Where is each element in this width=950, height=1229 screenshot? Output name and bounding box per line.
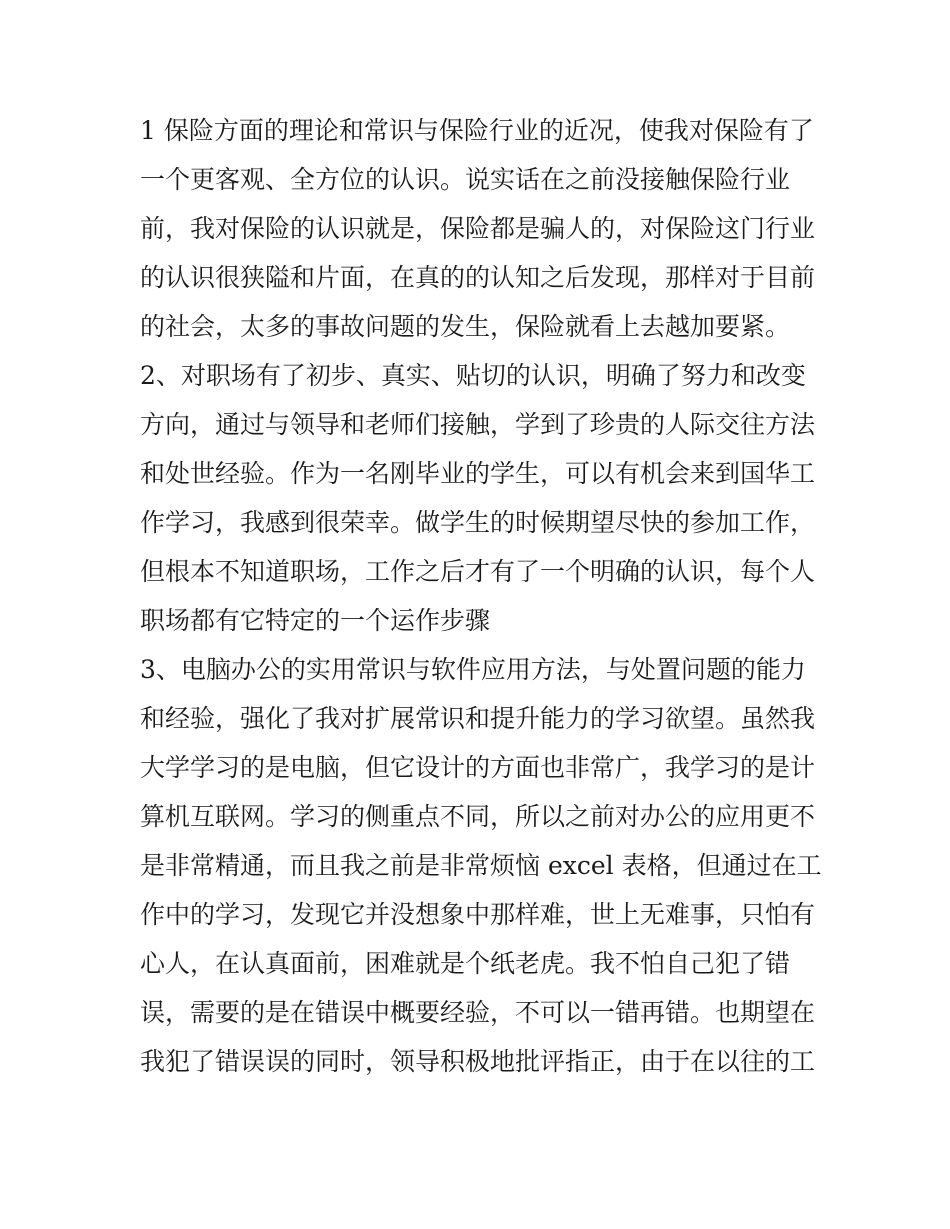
text-line: 3、电脑办公的实用常识与软件应用方法，与处置问题的能力	[140, 655, 806, 684]
text-line: 心人，在认真面前，困难就是个纸老虎。我不怕自己犯了错	[140, 949, 791, 978]
text-line: 误，需要的是在错误中概要经验，不可以一错再错。也期望在	[140, 998, 816, 1027]
text-line: 2、对职场有了初步、真实、贴切的认识，明确了努力和改变	[140, 361, 806, 390]
text-line: 的认识很狭隘和片面，在真的的认知之后发现，那样对于目前	[140, 263, 816, 292]
text-line: 和处世经验。作为一名刚毕业的学生，可以有机会来到国华工	[140, 459, 816, 488]
document-body	[140, 106, 820, 1086]
text-line: 方向，通过与领导和老师们接触，学到了珍贵的人际交往方法	[140, 410, 816, 439]
text-line: 职场都有它特定的一个运作步骤	[140, 606, 491, 635]
text-line: 和经验，强化了我对扩展常识和提升能力的学习欲望。虽然我	[140, 704, 816, 733]
text-line: 但根本不知道职场，工作之后才有了一个明确的认识，每个人	[140, 557, 816, 586]
paragraph-2	[140, 351, 820, 645]
text-line: 的社会，太多的事故问题的发生，保险就看上去越加要紧。	[140, 312, 791, 341]
text-line: 前，我对保险的认识就是，保险都是骗人的，对保险这门行业	[140, 214, 816, 243]
text-line: 算机互联网。学习的侧重点不同，所以之前对办公的应用更不	[140, 802, 816, 831]
text-line: 我犯了错误误的同时，领导积极地批评指正，由于在以往的工	[140, 1047, 816, 1076]
paragraph-1	[140, 106, 820, 351]
text-line: 大学学习的是电脑，但它设计的方面也非常广，我学习的是计	[140, 753, 816, 782]
paragraph-3	[140, 645, 820, 1086]
text-line: 作学习，我感到很荣幸。做学生的时候期望尽快的参加工作，	[140, 508, 816, 537]
text-line: 是非常精通，而且我之前是非常烦恼 excel 表格，但通过在工	[140, 851, 822, 880]
text-line: 作中的学习，发现它并没想象中那样难，世上无难事，只怕有	[140, 900, 816, 929]
text-line: 一个更客观、全方位的认识。说实话在之前没接触保险行业	[140, 165, 791, 194]
text-line: 1 保险方面的理论和常识与保险行业的近况，使我对保险有了	[140, 116, 814, 145]
